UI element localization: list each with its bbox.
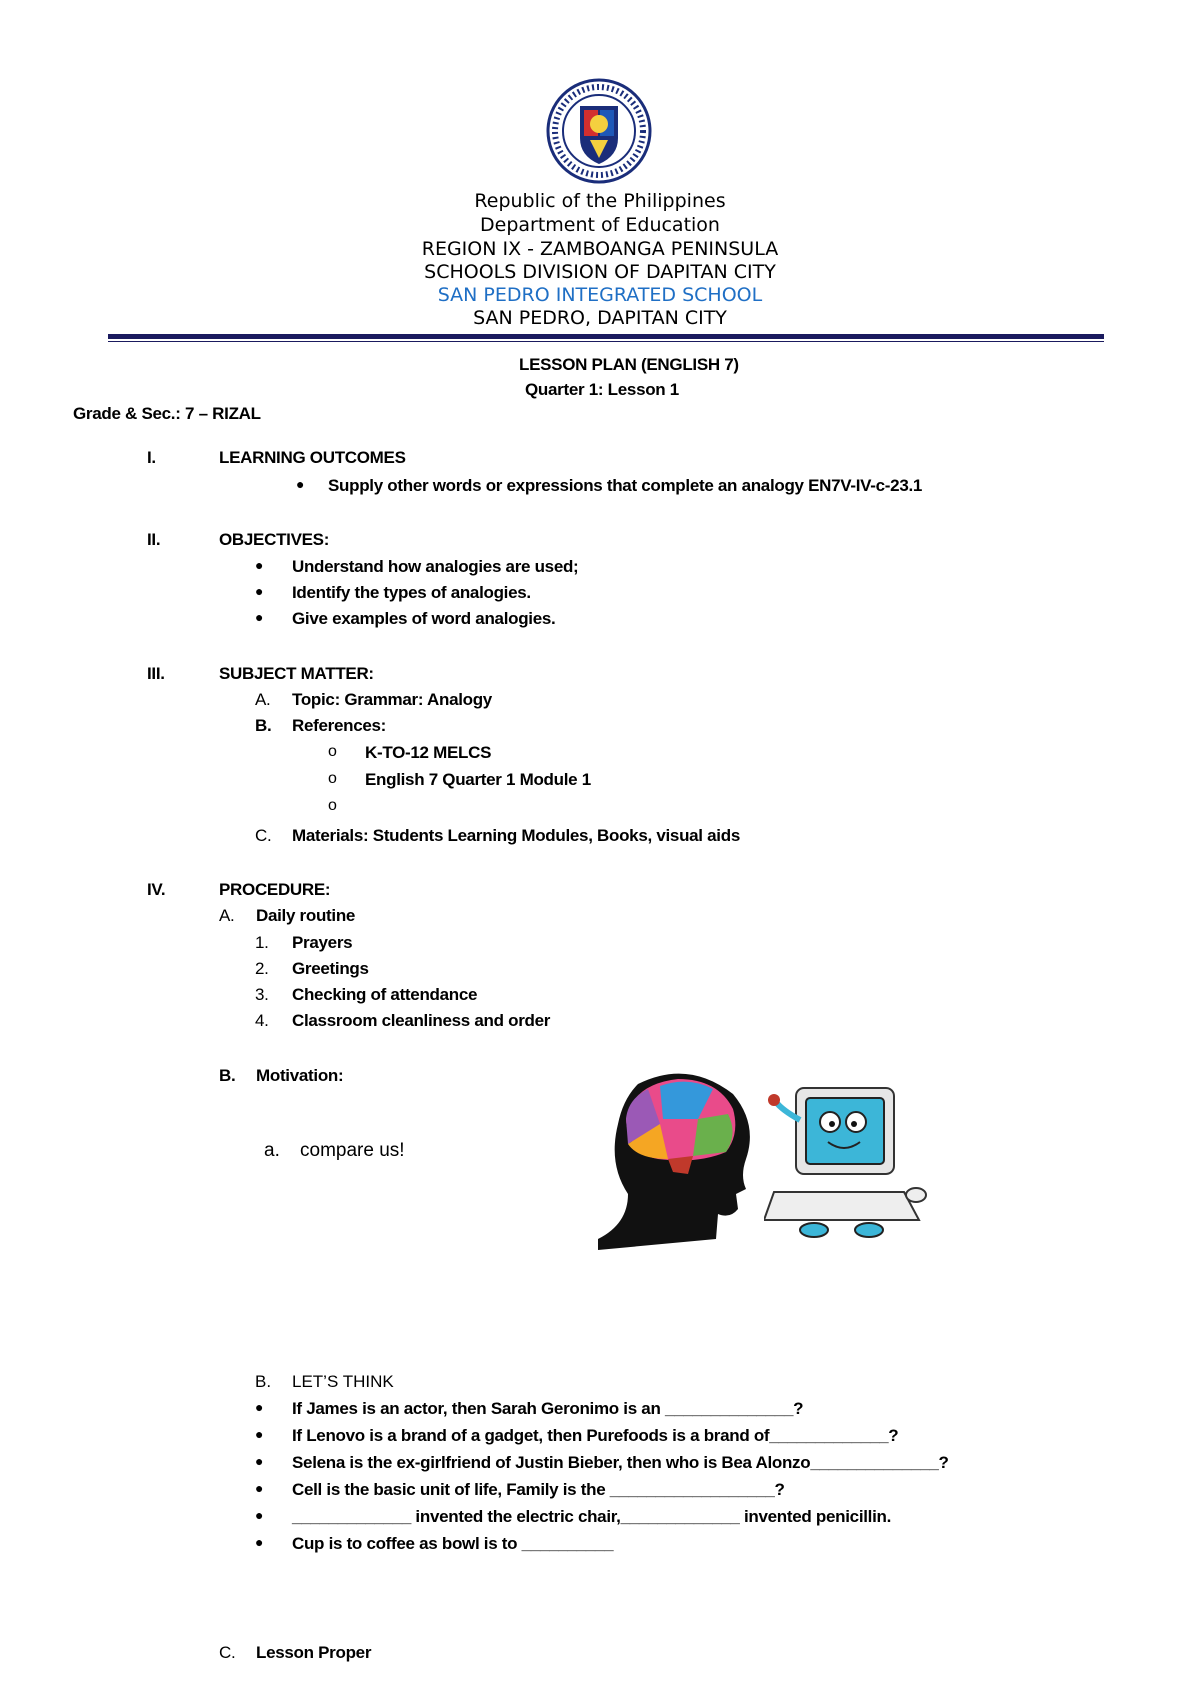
routine-number: 4. — [255, 1011, 269, 1030]
section-1-title: LEARNING OUTCOMES — [219, 448, 406, 467]
procedure-c-label: C. — [219, 1643, 236, 1662]
section-3-title: SUBJECT MATTER: — [219, 664, 374, 683]
subject-c-label: C. — [255, 826, 272, 845]
subject-references: References: — [292, 716, 387, 735]
grade-section: Grade & Sec.: 7 – RIZAL — [73, 404, 261, 423]
bullet-icon: ● — [255, 1534, 264, 1550]
lesson-subtitle: Quarter 1: Lesson 1 — [525, 380, 679, 399]
cartoon-computer-illustration — [764, 1080, 934, 1240]
bullet-icon: ● — [255, 609, 264, 625]
procedure-motivation: Motivation: — [256, 1066, 344, 1085]
lesson-title: LESSON PLAN (ENGLISH 7) — [519, 355, 739, 374]
procedure-daily-routine: Daily routine — [256, 906, 356, 925]
header-rule — [108, 334, 1104, 339]
circle-bullet-icon: o — [328, 797, 337, 814]
routine-item: Prayers — [292, 933, 353, 952]
header-school: SAN PEDRO INTEGRATED SCHOOL — [437, 284, 763, 306]
header-department: Department of Education — [480, 214, 720, 236]
bullet-icon: ● — [255, 1480, 264, 1496]
objective-item: Understand how analogies are used; — [292, 557, 579, 576]
routine-number: 1. — [255, 933, 269, 952]
section-1-number: I. — [147, 448, 156, 467]
subject-a-label: A. — [255, 690, 271, 709]
outcome-item: Supply other words or expressions that complete an analogy EN7V-IV-c-23.1 — [328, 476, 923, 495]
think-item: If Lenovo is a brand of a gadget, then Purefoods is a brand of_____________? — [292, 1426, 899, 1445]
routine-item: Classroom cleanliness and order — [292, 1011, 551, 1030]
think-title: LET’S THINK — [292, 1372, 394, 1391]
think-item: Cell is the basic unit of life, Family is the __________________? — [292, 1480, 785, 1499]
think-item: _____________ invented the electric chair,_____________ invented penicillin. — [292, 1507, 892, 1526]
routine-number: 3. — [255, 985, 269, 1004]
bullet-icon: ● — [255, 583, 264, 599]
bullet-icon: ● — [255, 557, 264, 573]
think-item: If James is an actor, then Sarah Geronimo is an ______________? — [292, 1399, 804, 1418]
reference-item: English 7 Quarter 1 Module 1 — [365, 770, 591, 789]
procedure-a-label: A. — [219, 906, 235, 925]
bullet-icon: ● — [255, 1507, 264, 1523]
bullet-icon: ● — [255, 1426, 264, 1442]
routine-item: Checking of attendance — [292, 985, 478, 1004]
routine-item: Greetings — [292, 959, 369, 978]
section-2-number: II. — [147, 530, 161, 549]
bullet-icon: ● — [255, 1399, 264, 1415]
header-region: REGION IX - ZAMBOANGA PENINSULA — [421, 238, 779, 260]
deped-logo — [546, 78, 652, 184]
think-label: B. — [255, 1372, 272, 1391]
routine-number: 2. — [255, 959, 269, 978]
brain-head-illustration — [598, 1064, 758, 1250]
bullet-icon: ● — [296, 476, 305, 492]
subject-b-label: B. — [255, 716, 272, 735]
section-3-number: III. — [147, 664, 165, 683]
section-4-title: PROCEDURE: — [219, 880, 331, 899]
circle-bullet-icon: o — [328, 770, 337, 787]
procedure-lesson-proper: Lesson Proper — [256, 1643, 372, 1662]
header-division: SCHOOLS DIVISION OF DAPITAN CITY — [424, 261, 776, 283]
subject-topic: Topic: Grammar: Analogy — [292, 690, 492, 709]
objective-item: Give examples of word analogies. — [292, 609, 556, 628]
compare-text: compare us! — [300, 1140, 405, 1161]
bullet-icon: ● — [255, 1453, 264, 1469]
reference-item: K-TO-12 MELCS — [365, 743, 492, 762]
header-address: SAN PEDRO, DAPITAN CITY — [473, 307, 727, 329]
header-republic: Republic of the Philippines — [474, 190, 726, 212]
procedure-b-label: B. — [219, 1066, 236, 1085]
section-4-number: IV. — [147, 880, 166, 899]
section-2-title: OBJECTIVES: — [219, 530, 330, 549]
compare-label: a. — [264, 1140, 280, 1161]
header-rule-thin — [108, 341, 1104, 342]
circle-bullet-icon: o — [328, 743, 337, 760]
subject-materials: Materials: Students Learning Modules, Books, visual aids — [292, 826, 740, 845]
think-item: Selena is the ex-girlfriend of Justin Bieber, then who is Bea Alonzo______________? — [292, 1453, 949, 1472]
think-item: Cup is to coffee as bowl is to __________ — [292, 1534, 614, 1553]
objective-item: Identify the types of analogies. — [292, 583, 531, 602]
